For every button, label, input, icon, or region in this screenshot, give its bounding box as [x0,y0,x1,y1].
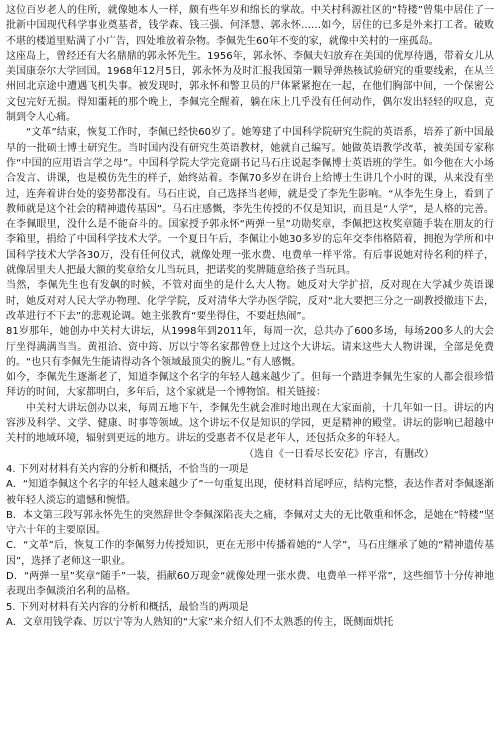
question-4-option-b: B．本文第三段写郭永怀先生的突然辞世令李佩深陷丧夫之痛，李佩对丈夫的无比敬重和怀念，是她在“特楼”坚守六十年的主要原因。 [6,509,494,537]
passage-paragraph-1: 这位百岁老人的住所，就像她本人一样，颇有些年岁和绵长的掌故。中关村科源社区的“特楼”曾集中居住了一批新中国现代科学事业奠基者，钱学森、钱三强、何泽慧、郭永怀……如今，居住的已多是外来打工者。破败不堪的楼道里贴满了小广告，四处堆放着杂物。李佩先生60年不变的家，就像中关村的一座孤岛。 [6,5,494,47]
question-4-stem: 4. 下列对材料有关内容的分析和概括，不恰当的一项是 [6,463,249,475]
question-4-option-c: C．“文革”后，恢复工作的李佩努力传授知识，更在无形中传播着她的“人学”，马石庄继承了她的“精神遗传基因”，选择了老师这一职业。 [6,540,494,567]
passage-paragraph-2: 这座岛上，曾经还有大名鼎鼎的郭永怀先生。1956年，郭永怀、李佩夫妇放弃在美国的优厚待遇，带着女儿从美国康奈尔大学回国。1968年12月5日，郭永怀为及时汇报我国第一颗导弹热核试验研究的重要线索，在从兰州回北京途中遭遇飞机失事。被发现时，郭永怀和警卫员的尸体紧紧抱在一起，在他们胸部中间，一个保密公文包完好无损。得知噩耗的那个晚上，李佩完全醒着，躺在床上几乎没有任何动作，偶尔发出轻轻的叹息，克制到令人心痛。 [6,50,494,124]
passage-paragraph-3: “文革”结束，恢复工作时，李佩已经快60岁了。她筹建了中国科学院研究生院的英语系，培养了新中国最早的一批硕士博士研究生。当时国内没有研究生英语教材，她就自己编写。她做英语教学改革，被美国专家称作“中国的应用语言学之母”。中国科学院大学完竟副书记马石庄说起李佩博士英语班的学生。如今他在大小场合发言、讲课，也是模仿先生的样子，始终站着。李佩70多岁在讲台上给博士生讲几个小时的课，从来没有坐过，连奔着讲台处的姿势都没有。马石庄说，自己选择当老师，就是受了李先生影响。“从李先生身上，看到了教师就是这个社会的精神遗传基因”。马石庄感慨，李先生传授的不仅是知识，而且是“人学”，是人格的完善。在李佩眼里，没什么是不能奋斗的。国家授予郭永怀“两弹一星”功勋奖章，李佩把这枚奖章随手装在朋友的行李箱里，捐给了中国科学技术大学。一个夏日午后，李佩让小她30多岁的忘年交李伟格陪着，拥抱为学所和中国科学技术大学各30万，没有任何仪式，就像处理一张水费、电费单一样平常。有后事说她对待名利的样子，就像居里夫人把最大额的奖章给女儿当玩具，把诺奖的奖牌随意给孩子当玩具。 [6,127,494,277]
source-citation: （选自《一日看尽长安花》序言，有删改） [244,448,434,460]
passage-paragraph-5: 81岁那年，她创办中关村大讲坛，从1998年到2011年，每周一次，总共办了600多场，每场200多人的大会厅坐得满满当当。黄祖洽、资中筠、厉以宁等名家都曾登上过这个大讲坛。请来这些大人物讲课，全部是免费的。“也只有李佩先生能请得动各个领域最顶尖的腕儿。”有人感慨。 [6,326,494,368]
passage-paragraph-7: 中关村大讲坛创办以来，每周五地下午，李佩先生就会准时地出现在大家面前，十几年如一日。讲坛的内容涉及科学、文学、健康、时事等领域。这个讲坛不仅是知识的学园，更是精神的殿堂。讲坛的影响已超越中关村的地域环境，辐射到更远的地方。讲坛的受惠者不仅是老年人，还包括众多的年轻人。 [6,402,494,445]
question-5-option-a: A．文章用钱学森、厉以宁等为人熟知的“大家”来介绍人们不太熟悉的传主，既侧面烘托 [6,616,394,628]
question-4-option-a: A．“知道李佩这个名字的年轻人越来越少了”一句重复出现，使材料首尾呼应，结构完整，表达作者对李佩逐渐被年轻人淡忘的遗憾和惋惜。 [6,479,494,506]
question-5-stem: 5. 下列对材料有关内容的分析和概括，最恰当的两项是 [6,601,249,613]
question-4-option-d: D．“两弹一星”奖章“随手”一装，捐献60万现金“就像处理一张水费、电费单一样平常”，这些细节十分传神地表现出李佩淡泊名利的品格。 [6,570,494,598]
passage-paragraph-6: 如今，李佩先生逐渐老了，知道李佩这个名字的年轻人越来越少了。但每一个踏进李佩先生家的人都会很珍惜拜访的时间，大家都明白，多年后，这个家就是一个博物馆。相关链接： [6,372,494,399]
passage-paragraph-4: 当然，李佩先生也有发飙的时候，不管对面坐的是什么大人物。她反对大学扩招，反对现在大学减少英语课时，她反对对人民大学办物理、化学学院，反对清华大学办医学院，反对“北大要把三分之一副教授撤违下去，改革进行不下去”的悲观论调。她主张教育“要坐得住，不要赶热闹”。 [6,280,494,322]
